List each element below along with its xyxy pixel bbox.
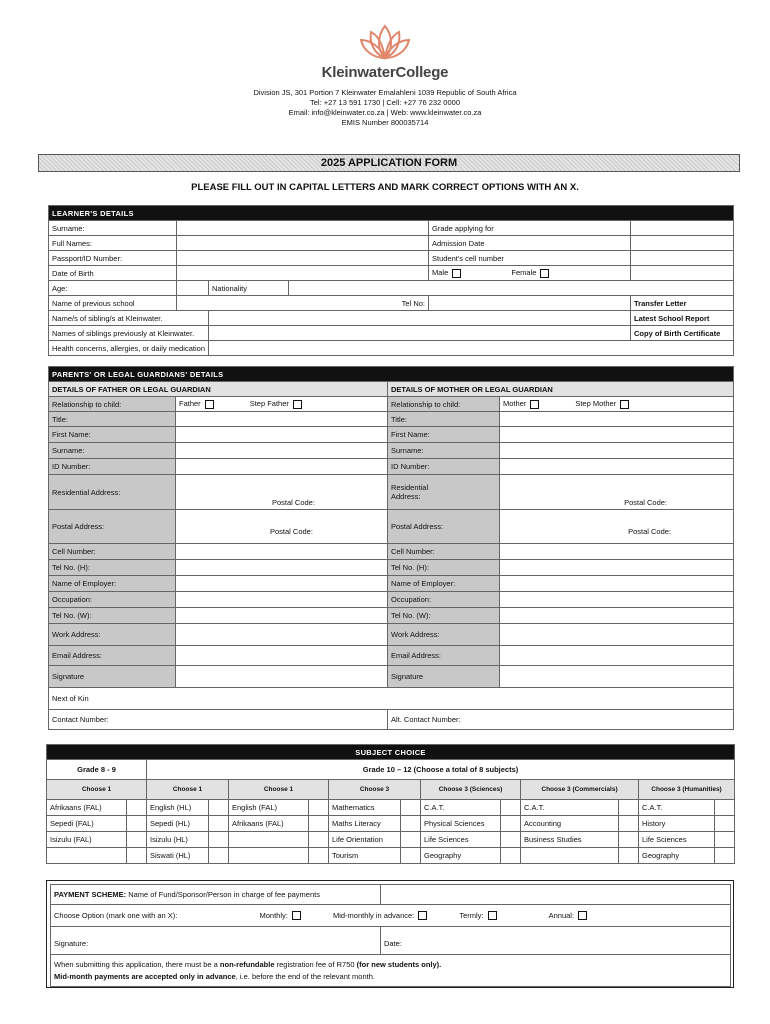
- mother-res-address-field[interactable]: [500, 475, 734, 510]
- mother-employer-field[interactable]: [500, 576, 734, 592]
- father-title-field[interactable]: [176, 412, 388, 427]
- mother-employer-label: Name of Employer:: [388, 576, 500, 592]
- subject-hl-mark-box[interactable]: [209, 800, 229, 816]
- subject-sciences-label: Geography: [421, 848, 501, 864]
- father-cell-field[interactable]: [176, 544, 388, 560]
- father-relationship-label: Relationship to child:: [49, 397, 176, 412]
- mother-tel-h-label: Tel No. (H):: [388, 560, 500, 576]
- subject-sciences-label: Physical Sciences: [421, 816, 501, 832]
- dob-label: Date of Birth: [49, 266, 177, 281]
- mid-monthly-label: Mid-monthly in advance:: [332, 910, 415, 920]
- mother-cell-label: Cell Number:: [388, 544, 500, 560]
- admission-label: Admission Date: [429, 236, 631, 251]
- subject-choice-table: [46, 744, 735, 864]
- school-name: KleinwaterCollege: [321, 64, 449, 81]
- subject-row: [47, 800, 735, 816]
- father-first-name-field[interactable]: [176, 427, 388, 443]
- payment-signature-label: Signature:: [54, 939, 89, 948]
- note1-part-c: registration fee of R750: [274, 959, 357, 969]
- subject-grade89-mark-box[interactable]: [127, 832, 147, 848]
- subject-fal-label: Afrikaans (FAL): [229, 816, 309, 832]
- payment-options-cell: [51, 905, 731, 927]
- letterhead: [0, 0, 770, 128]
- father-id-label: ID Number:: [49, 459, 176, 475]
- note2-part-b: , i.e. before the end of the relevant month.: [235, 971, 375, 981]
- subject-humanities-mark-box[interactable]: [715, 816, 735, 832]
- payment-scheme-cell: [51, 885, 381, 905]
- mother-tel-w-field[interactable]: [500, 608, 734, 624]
- subject-humanities-label: History: [639, 816, 715, 832]
- subject-fal-mark-box[interactable]: [309, 800, 329, 816]
- subject-humanities-label: C.A.T.: [639, 800, 715, 816]
- tel-label: Tel No:: [177, 296, 429, 311]
- learner-details-table: [48, 205, 734, 356]
- subject-hl-mark-box[interactable]: [209, 816, 229, 832]
- choose1-heading-fal: Choose 1: [229, 780, 329, 800]
- subject-core-label: Life Orientation: [329, 832, 401, 848]
- subject-core-label: Maths Literacy: [329, 816, 401, 832]
- email-web-line: Email: info@kleinwater.co.za | Web: www.kleinwater.co.za: [288, 108, 482, 117]
- surname-label: Surname:: [49, 221, 177, 236]
- mother-email-field[interactable]: [500, 646, 734, 666]
- subject-commercials-label: [521, 848, 619, 864]
- mother-postal-code-label: Postal Code:: [628, 527, 672, 536]
- note1-part-a: When submitting this application, there must be a: [54, 959, 220, 969]
- subject-hl-mark-box[interactable]: [209, 832, 229, 848]
- step-mother-label: Step Mother: [575, 399, 617, 409]
- subject-core-mark-box[interactable]: [401, 816, 421, 832]
- subject-commercials-label: Accounting: [521, 816, 619, 832]
- father-postal-address-field[interactable]: [176, 510, 388, 544]
- subject-commercials-mark-box[interactable]: [619, 816, 639, 832]
- father-tel-h-label: Tel No. (H):: [49, 560, 176, 576]
- form-title: 2025 APPLICATION FORM: [38, 154, 740, 172]
- subject-fal-mark-box[interactable]: [309, 816, 329, 832]
- father-employer-field[interactable]: [176, 576, 388, 592]
- subject-hl-label: Siswati (HL): [147, 848, 209, 864]
- surname-field[interactable]: [177, 221, 429, 236]
- subject-fal-label: [229, 848, 309, 864]
- father-postal-address-label: Postal Address:: [49, 510, 176, 544]
- mother-tel-h-field[interactable]: [500, 560, 734, 576]
- nationality-field[interactable]: [289, 281, 734, 296]
- mother-cell-field[interactable]: [500, 544, 734, 560]
- subject-core-mark-box[interactable]: [401, 800, 421, 816]
- humanities-heading: Choose 3 (Humanities): [639, 780, 735, 800]
- female-checkbox[interactable]: [540, 269, 549, 278]
- annual-checkbox[interactable]: [578, 911, 587, 920]
- passport-label: Passport/ID Number:: [49, 251, 177, 266]
- father-title-label: Title:: [49, 412, 176, 427]
- father-tel-w-field[interactable]: [176, 608, 388, 624]
- grade-10-12-heading: Grade 10 – 12 (Choose a total of 8 subjects): [147, 760, 735, 780]
- payment-date-field[interactable]: [381, 927, 731, 955]
- step-mother-checkbox[interactable]: [620, 400, 629, 409]
- commercials-heading: Choose 3 (Commercials): [521, 780, 639, 800]
- subject-core-label: Tourism: [329, 848, 401, 864]
- mother-work-address-label: Work Address:: [388, 624, 500, 646]
- subject-grade89-label: Sepedi (FAL): [47, 816, 127, 832]
- subject-commercials-label: Business Studies: [521, 832, 619, 848]
- father-heading: DETAILS OF FATHER OR LEGAL GUARDIAN: [49, 382, 388, 397]
- subject-sciences-mark-box[interactable]: [501, 800, 521, 816]
- choose1-heading-grade89: Choose 1: [47, 780, 147, 800]
- mid-monthly-checkbox[interactable]: [418, 911, 427, 920]
- payment-table: [50, 884, 731, 987]
- subject-humanities-mark-box[interactable]: [715, 800, 735, 816]
- age-label: Age:: [49, 281, 177, 296]
- subject-grade89-mark-box[interactable]: [127, 848, 147, 864]
- subject-grade89-mark-box[interactable]: [127, 800, 147, 816]
- father-option-label: Father: [179, 399, 201, 409]
- subject-humanities-mark-box[interactable]: [715, 832, 735, 848]
- choose1-heading-hl: Choose 1: [147, 780, 229, 800]
- subject-hl-label: Sepedi (HL): [147, 816, 209, 832]
- termly-checkbox[interactable]: [488, 911, 497, 920]
- payment-scheme-label: PAYMENT SCHEME:: [54, 890, 127, 899]
- subject-row: [47, 832, 735, 848]
- male-label: Male: [432, 268, 449, 278]
- mother-first-name-label: First Name:: [388, 427, 500, 443]
- subject-hl-label: Isizulu (HL): [147, 832, 209, 848]
- payment-date-label: Date:: [384, 939, 402, 948]
- mother-work-address-field[interactable]: [500, 624, 734, 646]
- father-occupation-label: Occupation:: [49, 592, 176, 608]
- mother-surname-field[interactable]: [500, 443, 734, 459]
- birth-cert-label: Copy of Birth Certificate: [631, 326, 734, 341]
- father-surname-field[interactable]: [176, 443, 388, 459]
- mother-id-label: ID Number:: [388, 459, 500, 475]
- payment-scheme-desc: Name of Fund/Sponsor/Person in charge of fee payments: [128, 890, 320, 899]
- mother-heading: DETAILS OF MOTHER OR LEGAL GUARDIAN: [388, 382, 734, 397]
- father-cell-label: Cell Number:: [49, 544, 176, 560]
- father-signature-field[interactable]: [176, 666, 388, 688]
- mother-email-label: Email Address:: [388, 646, 500, 666]
- mother-signature-field[interactable]: [500, 666, 734, 688]
- health-label: Health concerns, allergies, or daily medication: [49, 341, 209, 356]
- contact-number-label: Contact Number:: [49, 710, 388, 730]
- emis-line: EMIS Number 800035714: [341, 118, 429, 127]
- mother-res-postal-code-label: Postal Code:: [624, 498, 668, 507]
- mother-res-address-label: [388, 475, 500, 510]
- monthly-label: Monthly:: [259, 910, 288, 920]
- mother-res-address-text: Residential Address:: [391, 483, 429, 501]
- father-surname-label: Surname:: [49, 443, 176, 459]
- subject-row: [47, 848, 735, 864]
- father-checkbox[interactable]: [205, 400, 214, 409]
- siblings-field[interactable]: [209, 311, 631, 326]
- mother-postal-address-field[interactable]: [500, 510, 734, 544]
- transfer-letter-label: Transfer Letter: [631, 296, 734, 311]
- mother-signature-label: Signature: [388, 666, 500, 688]
- parents-section-header: PARENTS' OR LEGAL GUARDIANS' DETAILS: [49, 367, 734, 382]
- gender-cell: [429, 266, 631, 281]
- mother-occupation-label: Occupation:: [388, 592, 500, 608]
- subject-fal-mark-box[interactable]: [309, 832, 329, 848]
- payment-notes: [51, 955, 731, 987]
- sciences-heading: Choose 3 (Sciences): [421, 780, 521, 800]
- next-of-kin-label: Next of Kin: [49, 688, 734, 710]
- subject-core-label: Mathematics: [329, 800, 401, 816]
- subject-core-mark-box[interactable]: [401, 848, 421, 864]
- address-line: Division JS, 301 Portion 7 Kleinwater Emalahleni 1039 Republic of South Africa: [253, 88, 517, 97]
- siblings-prev-field[interactable]: [209, 326, 631, 341]
- choose-option-label: Choose Option (mark one with an X):: [54, 910, 178, 920]
- subject-grade89-label: Afrikaans (FAL): [47, 800, 127, 816]
- full-names-label: Full Names:: [49, 236, 177, 251]
- father-email-field[interactable]: [176, 646, 388, 666]
- mother-postal-address-label: Postal Address:: [388, 510, 500, 544]
- father-res-address-field[interactable]: [176, 475, 388, 510]
- annual-label: Annual:: [548, 910, 575, 920]
- full-names-field[interactable]: [177, 236, 429, 251]
- mother-id-field[interactable]: [500, 459, 734, 475]
- note1-part-b: non-refundable: [219, 959, 275, 969]
- subject-sciences-mark-box[interactable]: [501, 832, 521, 848]
- subject-commercials-mark-box[interactable]: [619, 832, 639, 848]
- siblings-label: Name/s of sibling/s at Kleinwater.: [49, 311, 209, 326]
- subject-sciences-mark-box[interactable]: [501, 848, 521, 864]
- passport-field[interactable]: [177, 251, 429, 266]
- note2-part-a: Mid-month payments are accepted only in advance: [54, 971, 236, 981]
- father-res-postal-code-label: Postal Code:: [272, 498, 315, 507]
- form-instruction: PLEASE FILL OUT IN CAPITAL LETTERS AND MARK CORRECT OPTIONS WITH AN X.: [191, 182, 579, 193]
- grade-label: Grade applying for: [429, 221, 631, 236]
- termly-label: Termly:: [459, 910, 484, 920]
- subject-grade89-mark-box[interactable]: [127, 816, 147, 832]
- siblings-prev-label: Names of siblings previously at Kleinwater.: [49, 326, 209, 341]
- father-tel-h-field[interactable]: [176, 560, 388, 576]
- subject-fal-label: [229, 832, 309, 848]
- nationality-label: Nationality: [209, 281, 289, 296]
- mother-tel-w-label: Tel No. (W):: [388, 608, 500, 624]
- subject-hl-mark-box[interactable]: [209, 848, 229, 864]
- mother-relationship-label: Relationship to child:: [388, 397, 500, 412]
- mother-option-label: Mother: [503, 399, 527, 409]
- note1-part-d: (for new students only).: [356, 959, 442, 969]
- father-occupation-field[interactable]: [176, 592, 388, 608]
- learner-section-header: LEARNER'S DETAILS: [49, 206, 734, 221]
- phone-line: Tel: +27 13 591 1730 | Cell: +27 76 232 0000: [310, 98, 460, 107]
- mother-surname-label: Surname:: [388, 443, 500, 459]
- tel-field[interactable]: [429, 296, 631, 311]
- subject-humanities-mark-box[interactable]: [715, 848, 735, 864]
- school-report-label: Latest School Report: [631, 311, 734, 326]
- subject-fal-mark-box[interactable]: [309, 848, 329, 864]
- father-id-field[interactable]: [176, 459, 388, 475]
- subject-section-header: SUBJECT CHOICE: [47, 745, 735, 760]
- registration-fee-note: [54, 959, 727, 971]
- alt-contact-number-label: Alt. Contact Number:: [388, 710, 734, 730]
- mother-occupation-field[interactable]: [500, 592, 734, 608]
- father-signature-label: Signature: [49, 666, 176, 688]
- lotus-logo-icon: [0, 22, 770, 62]
- age-field[interactable]: [177, 281, 209, 296]
- father-postal-code-label: Postal Code:: [270, 527, 313, 536]
- subject-fal-label: English (FAL): [229, 800, 309, 816]
- subject-row: [47, 816, 735, 832]
- subject-commercials-label: C.A.T.: [521, 800, 619, 816]
- female-label: Female: [511, 268, 537, 278]
- monthly-checkbox[interactable]: [292, 911, 301, 920]
- father-tel-w-label: Tel No. (W):: [49, 608, 176, 624]
- choose3-heading: Choose 3: [329, 780, 421, 800]
- subject-commercials-mark-box[interactable]: [619, 800, 639, 816]
- mother-first-name-field[interactable]: [500, 427, 734, 443]
- father-work-address-field[interactable]: [176, 624, 388, 646]
- father-work-address-label: Work Address:: [49, 624, 176, 646]
- step-father-checkbox[interactable]: [293, 400, 302, 409]
- father-res-address-label: Residential Address:: [49, 475, 176, 510]
- admission-field[interactable]: [631, 236, 734, 251]
- subject-grade89-label: [47, 848, 127, 864]
- subject-core-mark-box[interactable]: [401, 832, 421, 848]
- subject-commercials-mark-box[interactable]: [619, 848, 639, 864]
- prev-school-label: Name of previous school: [49, 296, 177, 311]
- subject-sciences-label: C.A.T.: [421, 800, 501, 816]
- payment-signature-field[interactable]: [51, 927, 381, 955]
- mid-month-note: [54, 971, 727, 983]
- parents-table: [48, 366, 734, 730]
- mother-checkbox[interactable]: [530, 400, 539, 409]
- grade-field[interactable]: [631, 221, 734, 236]
- payment-name-field[interactable]: [381, 885, 731, 905]
- dob-field[interactable]: [177, 266, 429, 281]
- mother-title-label: Title:: [388, 412, 500, 427]
- step-father-label: Step Father: [249, 399, 289, 409]
- subject-sciences-label: Life Sciences: [421, 832, 501, 848]
- subject-humanities-label: Geography: [639, 848, 715, 864]
- male-checkbox[interactable]: [452, 269, 461, 278]
- student-cell-field[interactable]: [631, 251, 734, 266]
- subject-hl-label: English (HL): [147, 800, 209, 816]
- gender-blank: [631, 266, 734, 281]
- father-first-name-label: First Name:: [49, 427, 176, 443]
- subject-grade89-label: Isizulu (FAL): [47, 832, 127, 848]
- grade-8-9-heading: Grade 8 - 9: [47, 760, 147, 780]
- father-employer-label: Name of Employer:: [49, 576, 176, 592]
- subject-humanities-label: Life Sciences: [639, 832, 715, 848]
- mother-title-field[interactable]: [500, 412, 734, 427]
- father-email-label: Email Address:: [49, 646, 176, 666]
- health-field[interactable]: [209, 341, 734, 356]
- student-cell-label: Student's cell number: [429, 251, 631, 266]
- subject-sciences-mark-box[interactable]: [501, 816, 521, 832]
